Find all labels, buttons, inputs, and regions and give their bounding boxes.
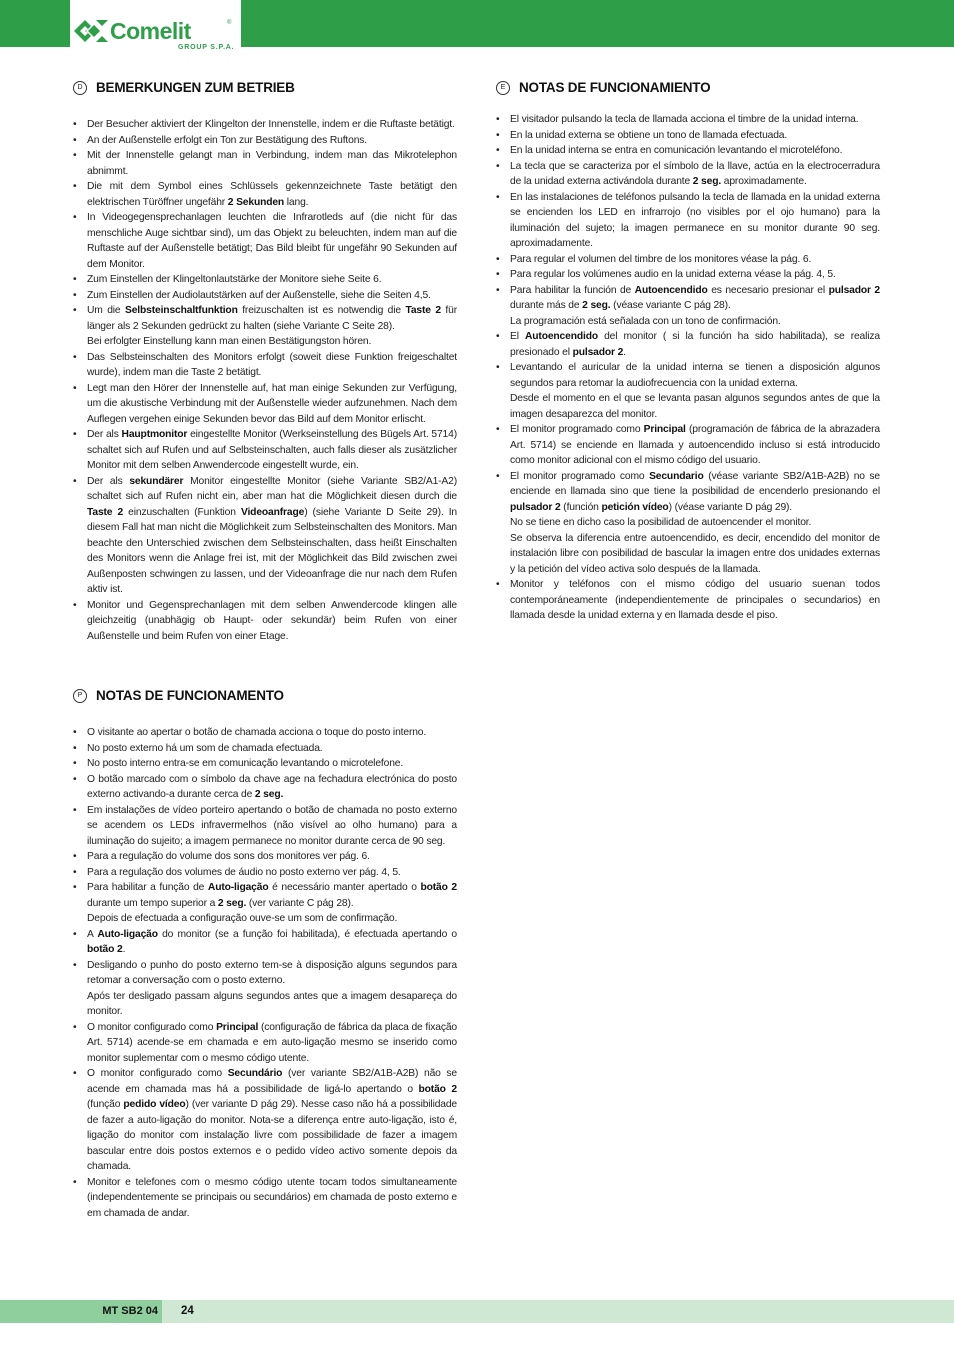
comelit-logo-icon — [74, 20, 108, 42]
list-item: • A Auto-ligação do monitor (se a função foi habilitada), é efectuada apertando o botão 2. — [73, 927, 457, 958]
list-item: • Para a regulação dos volumes de áudio no posto externo ver pág. 4, 5. — [73, 865, 457, 881]
list-item: • Die mit dem Symbol eines Schlüssels gekennzeichnete Taste betätigt den elektrischen Türöffner ungefähr 2 Sekunden lang. — [73, 179, 457, 210]
list-item: • Para regular el volumen del timbre de los monitores véase la pág. 6. — [496, 252, 880, 268]
registered-mark: ® — [227, 20, 232, 26]
list-item: • No posto interno entra-se em comunicação levantando o microtelefone. — [73, 756, 457, 772]
section-heading — [73, 80, 457, 95]
list-item: • O monitor configurado como Principal (configuração de fábrica da placa de fixação Art. 5714) acende-se em chamada e em auto-ligação mesmo se inserido como monitor suplementar com o mesmo código utente. — [73, 1020, 457, 1067]
section-portuguese — [73, 688, 457, 1221]
list-item: • Der als sekundärer Monitor eingestellte Monitor (siehe Variante SB2/A1-A2) schaltet sich auf Rufen nicht ein, aber man hat die Möglichkeit diesen durch die Taste 2 einzuschalten (Funktion Videoanfrage) (siehe Variante D Seite 29). In diesem Fall hat man nicht die Möglichkeit zum Selbsteinschalten des Monitors. Man beachte den Unterschied zwischen dem Selbsteinschalten, dass heißt Einschalten des Monitors wenn die Anlage frei ist, mit der Möglichkeit das Bild zwischen zwei Außenposten schwingen zu lassen, und der Videoanfrage die nur nach dem Rufen aktiv ist. — [73, 474, 457, 598]
list-item: • Para regular los volúmenes audio en la unidad externa véase la pág. 4, 5. — [496, 267, 880, 283]
section-title: NOTAS DE FUNCIONAMIENTO — [519, 80, 711, 95]
list-item: • An der Außenstelle erfolgt ein Ton zur Bestätigung des Ruftons. — [73, 133, 457, 149]
section-heading — [73, 688, 457, 703]
list-item: • In Videogegensprechanlagen leuchten die Infrarotleds auf (die nicht für das menschliche Auge sichtbar sind), um das Objekt zu beleuchten, indem man auf die Ruftaste auf der Außenstelle betätigt; Das Bild bleibt für ungefähr 90 Sekunden auf dem Monitor. — [73, 210, 457, 272]
list-item: • Para habilitar la función de Autoencendido es necesario presionar el pulsador 2 durante más de 2 seg. (véase variante C pág 28). La programación está señalada con un tono de confirmación. — [496, 283, 880, 330]
list-item: • El monitor programado como Principal (programación de fábrica de la abrazadera Art. 5714) se enciende en llamada y autoencendido incluso si está introducido como monitor adicional con el mismo código del usuario. — [496, 422, 880, 469]
list-item: • El visitador pulsando la tecla de llamada acciona el timbre de la unidad interna. — [496, 112, 880, 128]
list-item: • Levantando el auricular de la unidad interna se tienen a disposición algunos segundos para retomar la audiofrecuencia con la unidad externa. Desde el momento en el que se levanta pasan algunos segundos antes de que la imagen desaparezca del monitor. — [496, 360, 880, 422]
section-title: BEMERKUNGEN ZUM BETRIEB — [96, 80, 295, 95]
list-item: • La tecla que se caracteriza por el símbolo de la llave, actúa en la electrocerradura de la unidad externa activándola durante 2 seg. aproximadamente. — [496, 159, 880, 190]
list-item: • Das Selbsteinschalten des Monitors erfolgt (soweit diese Funktion freigeschaltet wurde), indem man die Taste 2 betätigt. — [73, 350, 457, 381]
page-number: 24 — [181, 1305, 194, 1317]
section-spanish — [496, 80, 880, 624]
list-item: • O botão marcado com o símbolo da chave age na fechadura electrónica do posto externo activando-a durante cerca de 2 seg. — [73, 772, 457, 803]
list-item: • Zum Einstellen der Klingeltonlautstärke der Monitore siehe Seite 6. — [73, 272, 457, 288]
list-item: • Desligando o punho do posto externo tem-se à disposição alguns segundos para retomar a conversação com o posto externo. Após ter desligado passam alguns segundos antes que a imagem desapareça do monitor. — [73, 958, 457, 1020]
list-item: • En la unidad externa se obtiene un tono de llamada efectuada. — [496, 128, 880, 144]
list-item: • Monitor und Gegensprechanlagen mit dem selben Anwendercode klingen alle gleichzeitig (unabhägig ob Haupt- oder sekundär) beim Rufen von einer Außenstelle und beim Rufen von einer Etage. — [73, 598, 457, 645]
list-item: • Monitor e telefones com o mesmo código utente tocam todos simultaneamente (independentemente se principais ou secundários) em chamada de posto externo e em chamada de andar. — [73, 1175, 457, 1222]
brand-name: Comelit — [110, 18, 191, 44]
list-item: • Mit der Innenstelle gelangt man in Verbindung, indem man das Mikrotelephon abnimmt. — [73, 148, 457, 179]
list-item: • Zum Einstellen der Audiolautstärken auf der Außenstelle, siehe die Seiten 4,5. — [73, 288, 457, 304]
section-title: NOTAS DE FUNCIONAMENTO — [96, 688, 284, 703]
list-item: • En la unidad interna se entra en comunicación levantando el microteléfono. — [496, 143, 880, 159]
list-item: • Para habilitar a função de Auto-ligação é necessário manter apertado o botão 2 durante um tempo superior a 2 seg. (ver variante C pág 28). Depois de efectuada a configuração ouve-se um som de confirmação. — [73, 880, 457, 927]
language-badge: E — [496, 81, 510, 95]
list-item: • El Autoencendido del monitor ( si la función ha sido habilitada), se realiza presionado el pulsador 2. — [496, 329, 880, 360]
list-item: • Der Besucher aktiviert der Klingelton der Innenstelle, indem er die Ruftaste betätigt. — [73, 117, 457, 133]
list-item: • En las instalaciones de teléfonos pulsando la tecla de llamada en la unidad externa se encienden los LED en infrarrojo (no visibles por el ojo humano) para la iluminación del sujeto; la imagen permanece en su monitor durante 90 seg. aproximadamente. — [496, 190, 880, 252]
list-item: • El monitor programado como Secundario (véase variante SB2/A1B-A2B) no se enciende en llamada sino que tiene la posibilidad de encenderlo presionando el pulsador 2 (función petición vídeo) (véase variante D pág 29). No se tiene en dicho caso la posibilidad de autoencender el monitor. Se observa la diferencia entre autoencendido, es decir, encendido del monitor de instalación libre con posibilidad de bascular la imagen entre dos unidades externas y la petición del vídeo activa solo después de la llamada. — [496, 469, 880, 578]
list-item: • Em instalações de vídeo porteiro apertando o botão de chamada no posto externo se acendem os LEDs infravermelhos (não visível ao olho humano) para a iluminação do sujeito; a imagem permanece no monitor durante cerca de 90 seg. — [73, 803, 457, 850]
section-german — [73, 80, 457, 644]
list-item: • O monitor configurado como Secundário (ver variante SB2/A1B-A2B) não se acende em chamada mas há a possibilidade de ligá-lo apertando o botão 2 (função pedido vídeo) (ver variante D pág 29). Nesse caso não há a possibilidade de fazer a auto-ligação do monitor. Nota-se a diferença entre auto-ligação, isto é, ligação do monitor com instalação livre com possibilidade de fazer a imagem bascular entre dois postos externos e o pedido vídeo activo somente depois da chamada. — [73, 1066, 457, 1175]
list-item: • O visitante ao apertar o botão de chamada acciona o toque do posto interno. — [73, 725, 457, 741]
document-code: MT SB2 04 — [0, 1300, 162, 1323]
brand-tagline: GROUP S.P.A. — [178, 44, 235, 51]
notes-list — [73, 725, 457, 1221]
list-item: • Monitor y teléfonos con el mismo código del usuario suenan todos contemporáneamente (independientemente de principales o secundarios) en llamada desde la unidad externa y en llamada desde el piso. — [496, 577, 880, 624]
language-badge: D — [73, 81, 87, 95]
section-heading — [496, 80, 880, 95]
list-item: • Para a regulação do volume dos sons dos monitores ver pág. 6. — [73, 849, 457, 865]
list-item: • Legt man den Hörer der Innenstelle auf, hat man einige Sekunden zur Verfügung, um die akustische Verbindung mit der Außenstelle wieder aufzunehmen. Nach dem Auflegen vergehen einige Sekunden bevor das Bild auf dem Monitor erlischt. — [73, 381, 457, 428]
language-badge: P — [73, 689, 87, 703]
notes-list — [73, 117, 457, 644]
list-item: • Der als Hauptmonitor eingestellte Monitor (Werkseinstellung des Bügels Art. 5714) schaltet sich auf Rufen und auf Selbsteinschalten, auch falls dieser als zusätzlicher Monitor mit dem selben Anwendercode eingestellt wurde, ein. — [73, 427, 457, 474]
brand-logo — [70, 0, 241, 56]
list-item: • Um die Selbsteinschaltfunktion freizuschalten ist es notwendig die Taste 2 für länger als 2 Sekunden gedrückt zu halten (siehe Variante C Seite 28). Bei erfolgter Einstellung kann man einen Bestätigungston hören. — [73, 303, 457, 350]
list-item: • No posto externo há um som de chamada efectuada. — [73, 741, 457, 757]
notes-list — [496, 112, 880, 624]
